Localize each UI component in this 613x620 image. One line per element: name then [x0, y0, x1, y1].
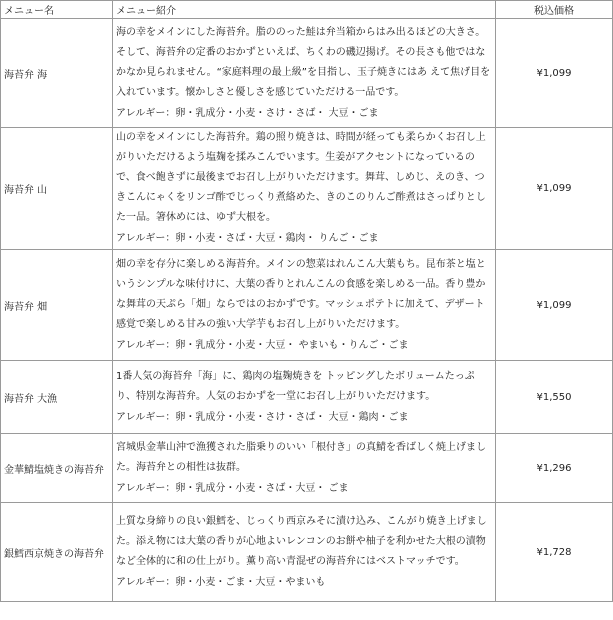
header-name: メニュー名	[1, 1, 113, 19]
menu-description: 宮城県金華山沖で漁獲された脂乗りのいい「根付き」の真鯖を香ばしく焼上げました。海苔弁との相性は抜群。	[116, 441, 486, 473]
menu-allergy: アレルギー：卵・乳成分・小麦・さけ・さば・ 大豆・ごま	[116, 107, 379, 119]
table-row	[1, 361, 613, 434]
header-description: メニュー紹介	[113, 1, 496, 19]
menu-description-cell	[113, 434, 496, 503]
menu-allergy: アレルギー：卵・乳成分・小麦・さけ・さば・ 大豆・鶏肉・ごま	[116, 411, 409, 423]
table-row	[1, 503, 613, 602]
menu-price: ¥1,296	[496, 434, 613, 503]
menu-name: 海苔弁 海	[1, 19, 113, 128]
menu-description: 海の幸をメインにした海苔弁。脂ののった鮭は弁当箱からはみ出るほどの大きさ。そして、海苔弁の定番のおかずといえば、ちくわの磯辺揚げ。その長さも他ではなかなか見られません。“家庭料理の最上級”を目指し、玉子焼きにはあ えて焦げ目を入れています。懐かしさと優しさを感じていただける一品です。	[116, 26, 491, 98]
table-row	[1, 434, 613, 503]
menu-allergy: アレルギー：卵・乳成分・小麦・さば・大豆・ ごま	[116, 482, 349, 494]
menu-description-cell	[113, 128, 496, 250]
header-price: 税込価格	[496, 1, 613, 19]
menu-description: 1番人気の海苔弁「海」に、鶏肉の塩麹焼きを トッピングしたボリュームたっぷり、特別な海苔弁。人気のおかずを一堂にお召し上がりいただけます。	[116, 370, 475, 402]
menu-description-cell	[113, 361, 496, 434]
table-row	[1, 128, 613, 250]
menu-description: 上質な身締りの良い銀鱈を、じっくり西京みそに漬け込み、こんがり焼き上げました。添え物には大葉の香りが心地よいレンコンのお餅や柚子を利かせた大根の漬物など全体的に和の仕上がり。薫り高い青混ぜの海苔弁にはベストマッチです。	[116, 515, 487, 567]
menu-description: 山の幸をメインにした海苔弁。鶏の照り焼きは、時間が経っても柔らかくお召し上がりいただけるよう塩麹を揉みこんでいます。生姜がアクセントになっているので、食べ飽きずに最後までお召し上がりいただけます。舞茸、しめじ、えのき、つきこんにゃくをリンゴ酢でじっくり煮絡めた、きのこのりんご酢煮はさっぱりとした一品。箸休めには、ゆず大根を。	[116, 132, 486, 223]
table-row	[1, 250, 613, 361]
menu-name: 金華鯖塩焼きの海苔弁	[1, 434, 113, 503]
menu-description-cell	[113, 250, 496, 361]
menu-price: ¥1,728	[496, 503, 613, 602]
menu-price: ¥1,099	[496, 250, 613, 361]
menu-allergy: アレルギー：卵・乳成分・小麦・大豆・ やまいも・りんご・ごま	[116, 339, 409, 351]
menu-description: 畑の幸を存分に楽しめる海苔弁。メインの惣菜はれんこん大葉もち。昆布茶と塩というシンプルな味付けに、大葉の香りとれんこんの食感を楽しめる一品。香り豊かな舞茸の天ぷら「畑」ならではのおかずです。マッシュポテトに加えて、デザート感覚で楽しめる甘みの強い大学芋もお召し上がりいただけます。	[116, 258, 486, 330]
menu-allergy: アレルギー：卵・小麦・ごま・大豆・やまいも	[116, 576, 326, 588]
menu-name: 海苔弁 山	[1, 128, 113, 250]
menu-description-cell	[113, 19, 496, 128]
menu-price: ¥1,550	[496, 361, 613, 434]
menu-price: ¥1,099	[496, 19, 613, 128]
menu-name: 銀鱈西京焼きの海苔弁	[1, 503, 113, 602]
table-row	[1, 19, 613, 128]
menu-description-cell	[113, 503, 496, 602]
menu-name: 海苔弁 畑	[1, 250, 113, 361]
menu-price: ¥1,099	[496, 128, 613, 250]
menu-name: 海苔弁 大漁	[1, 361, 113, 434]
header-row	[1, 1, 613, 19]
menu-allergy: アレルギー：卵・小麦・さば・大豆・鶏肉・ りんご・ごま	[116, 233, 379, 244]
